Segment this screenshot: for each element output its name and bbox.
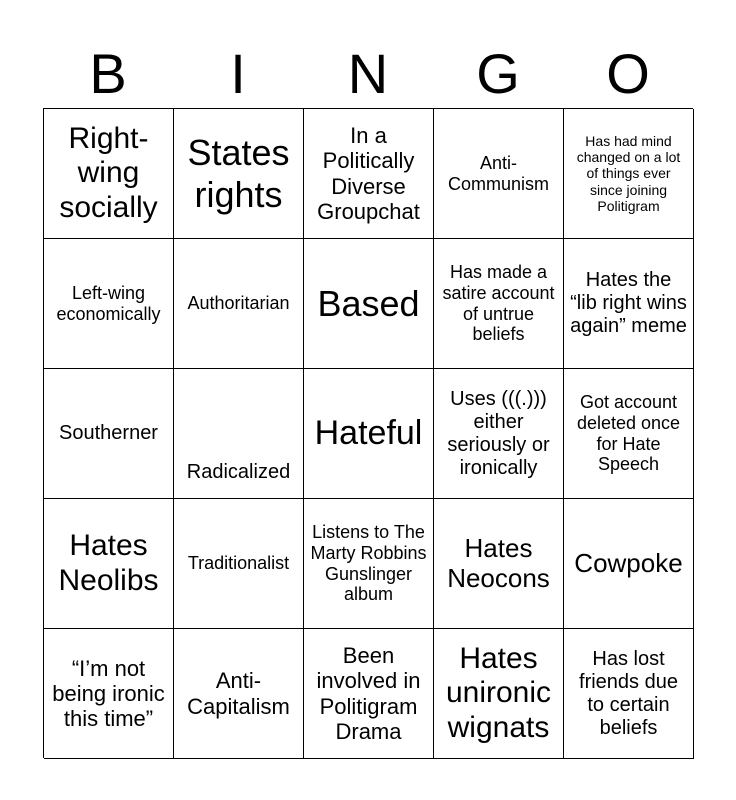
cell-text: Anti-Communism xyxy=(447,152,549,194)
bingo-cell[interactable] xyxy=(564,109,694,239)
cell-text: Authoritarian xyxy=(187,293,290,314)
cell-text: Has lost friends due to certain beliefs xyxy=(579,647,678,739)
cell-text: Traditionalist xyxy=(187,553,290,574)
bingo-cell[interactable] xyxy=(564,499,694,629)
cell-text: Anti-Capitalism xyxy=(187,668,290,719)
bingo-cell[interactable] xyxy=(564,629,694,759)
bingo-cell[interactable] xyxy=(434,109,564,239)
cell-text: Southerner xyxy=(59,422,158,444)
bingo-cell[interactable] xyxy=(434,499,564,629)
bingo-cell[interactable] xyxy=(44,239,174,369)
cell-text: Left-wing economically xyxy=(56,282,161,324)
bingo-cell[interactable] xyxy=(44,109,174,239)
bingo-cell[interactable] xyxy=(174,239,304,369)
cell-text: Hateful xyxy=(314,413,423,452)
bingo-cell[interactable] xyxy=(44,369,174,499)
bingo-cell[interactable] xyxy=(174,109,304,239)
bingo-board xyxy=(43,108,693,758)
cell-text: Hates Neocons xyxy=(447,532,550,593)
cell-text: “I’m not being ironic this time” xyxy=(52,655,165,732)
bingo-cell[interactable] xyxy=(304,109,434,239)
header-letter-o: O xyxy=(606,42,650,105)
cell-text: Hates the “lib right wins again” meme xyxy=(570,269,687,337)
cell-text: Has had mind changed on a lot of things ever since joining Politigram xyxy=(576,133,681,214)
bingo-cell[interactable] xyxy=(304,499,434,629)
cell-text: States rights xyxy=(187,132,290,215)
bingo-cell[interactable] xyxy=(174,369,304,499)
bingo-cell[interactable] xyxy=(44,629,174,759)
cell-text: Right-wing socially xyxy=(59,121,158,224)
bingo-cell[interactable] xyxy=(174,629,304,759)
cell-text: Has made a satire account of untrue beliefs xyxy=(442,262,555,345)
cell-text: In a Politically Diverse Groupchat xyxy=(317,122,420,224)
cell-text: Hates Neolibs xyxy=(58,529,159,597)
bingo-cell[interactable] xyxy=(434,239,564,369)
bingo-cell[interactable] xyxy=(434,629,564,759)
bingo-header xyxy=(43,44,693,104)
cell-text: Based xyxy=(317,282,420,324)
cell-text: Uses (((.))) either seriously or ironically xyxy=(447,387,550,479)
bingo-cell[interactable] xyxy=(304,369,434,499)
header-letter-n: N xyxy=(347,42,389,105)
cell-text: Listens to The Marty Robbins Gunslinger album xyxy=(310,522,427,605)
bingo-cell[interactable] xyxy=(434,369,564,499)
cell-text: Radicalized xyxy=(186,461,291,483)
header-letter-b: B xyxy=(89,42,127,105)
cell-text: Cowpoke xyxy=(574,547,683,578)
bingo-cell[interactable] xyxy=(564,369,694,499)
bingo-cell[interactable] xyxy=(304,629,434,759)
bingo-cell[interactable] xyxy=(564,239,694,369)
bingo-cell[interactable] xyxy=(304,239,434,369)
cell-text: Been involved in Politigram Drama xyxy=(316,642,421,744)
bingo-cell[interactable] xyxy=(44,499,174,629)
header-letter-g: G xyxy=(476,42,520,105)
header-letter-i: I xyxy=(230,42,246,105)
bingo-cell[interactable] xyxy=(174,499,304,629)
cell-text: Hates unironic wignats xyxy=(445,641,552,744)
cell-text: Got account deleted once for Hate Speech xyxy=(576,392,681,475)
